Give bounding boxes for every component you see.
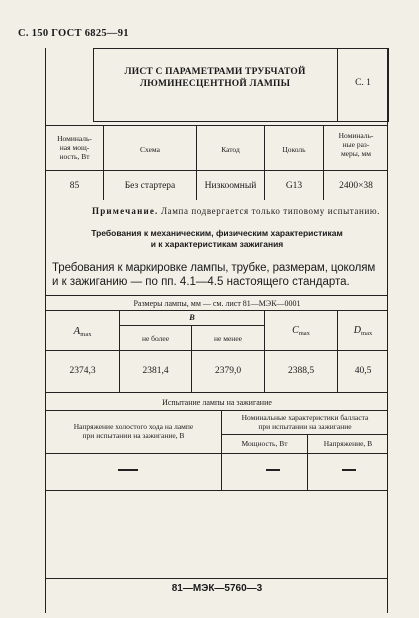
footer-code: 81—МЭК—5760—3 [171, 583, 263, 594]
dims-caption: Размеры лампы, мм — см. лист 81—МЭК—0001 [133, 299, 301, 308]
header-power: Номиналь- ная мощ- ность, Вт [57, 134, 92, 161]
test-left-header: Напряжение холостого хода на лампе при испытании на зажигание, В [73, 422, 194, 440]
params-top-line [45, 125, 388, 126]
value-power: 85 [69, 181, 80, 191]
header-scheme: Схема [140, 145, 160, 154]
test-header-bottom-line [45, 453, 388, 454]
dims-header-b-min: не менее [214, 334, 242, 343]
test-voltage-dash [118, 469, 138, 471]
header-dims: Номиналь- ные раз- меры, мм [338, 131, 374, 158]
sheet-title: ЛИСТ С ПАРАМЕТРАМИ ТРУБЧАТОЙ ЛЮМИНЕСЦЕНТНОЙ ЛАМПЫ [124, 67, 306, 89]
value-dims: 2400×38 [339, 181, 373, 191]
dims-header-a: $A_{max}$ [73, 325, 92, 338]
test-caption-line [45, 410, 388, 411]
dims-header-b-max: не более [141, 334, 170, 343]
dims-value-a: 2374,3 [69, 366, 96, 376]
page-header: С. 150 ГОСТ 6825—91 [18, 28, 129, 39]
header-cap: Цоколь [282, 145, 306, 154]
dims-top-line [45, 295, 388, 296]
note [92, 206, 388, 216]
dims-value-c: 2388,5 [287, 366, 315, 376]
test-ballast-voltage-dash [342, 469, 356, 471]
footer-line [45, 578, 388, 579]
note-text: Лампа подвергается только типовому испытанию. [160, 206, 381, 216]
test-right-header: Номинальные характеристики балласта при испытании на зажигание [241, 413, 369, 431]
dims-value-b2: 2379,0 [214, 366, 242, 376]
params-mid-line [45, 170, 388, 171]
note-label: Примечание. [92, 206, 159, 216]
value-cathode: Низкоомный [204, 181, 257, 191]
dims-bottom-line [45, 392, 388, 393]
header-cathode: Катод [221, 145, 240, 154]
dims-col-line [337, 310, 338, 392]
dims-value-d: 40,5 [354, 366, 372, 376]
dims-col-line [119, 310, 120, 392]
test-ballast-power-dash [266, 469, 280, 471]
value-scheme: Без стартера [124, 181, 176, 191]
dims-value-b1: 2381,4 [142, 366, 169, 376]
value-cap: G13 [285, 181, 303, 191]
dims-header-b: B [189, 312, 195, 322]
test-voltage-header: Напряжение, В [323, 439, 373, 448]
requirements-text: Требования к маркировке лампы, трубке, размерам, цоколям и к зажиганию — по пп. 4.1—4.5 настоящего стандарта. [52, 262, 376, 288]
dims-col-line [264, 310, 265, 392]
test-bottom-line [45, 490, 388, 491]
test-caption: Испытание лампы на зажигание [162, 398, 272, 407]
test-power-header: Мощность, Вт [241, 439, 288, 448]
test-split-line [221, 434, 388, 435]
dims-header-c: $C_{max}$ [292, 325, 310, 337]
sheet-code: С. 1 [355, 78, 371, 88]
requirements-title: Требования к механическим, физическим характеристикам и к характеристикам зажигания [91, 228, 343, 249]
dims-header-d: $D_{max}$ [353, 325, 373, 337]
